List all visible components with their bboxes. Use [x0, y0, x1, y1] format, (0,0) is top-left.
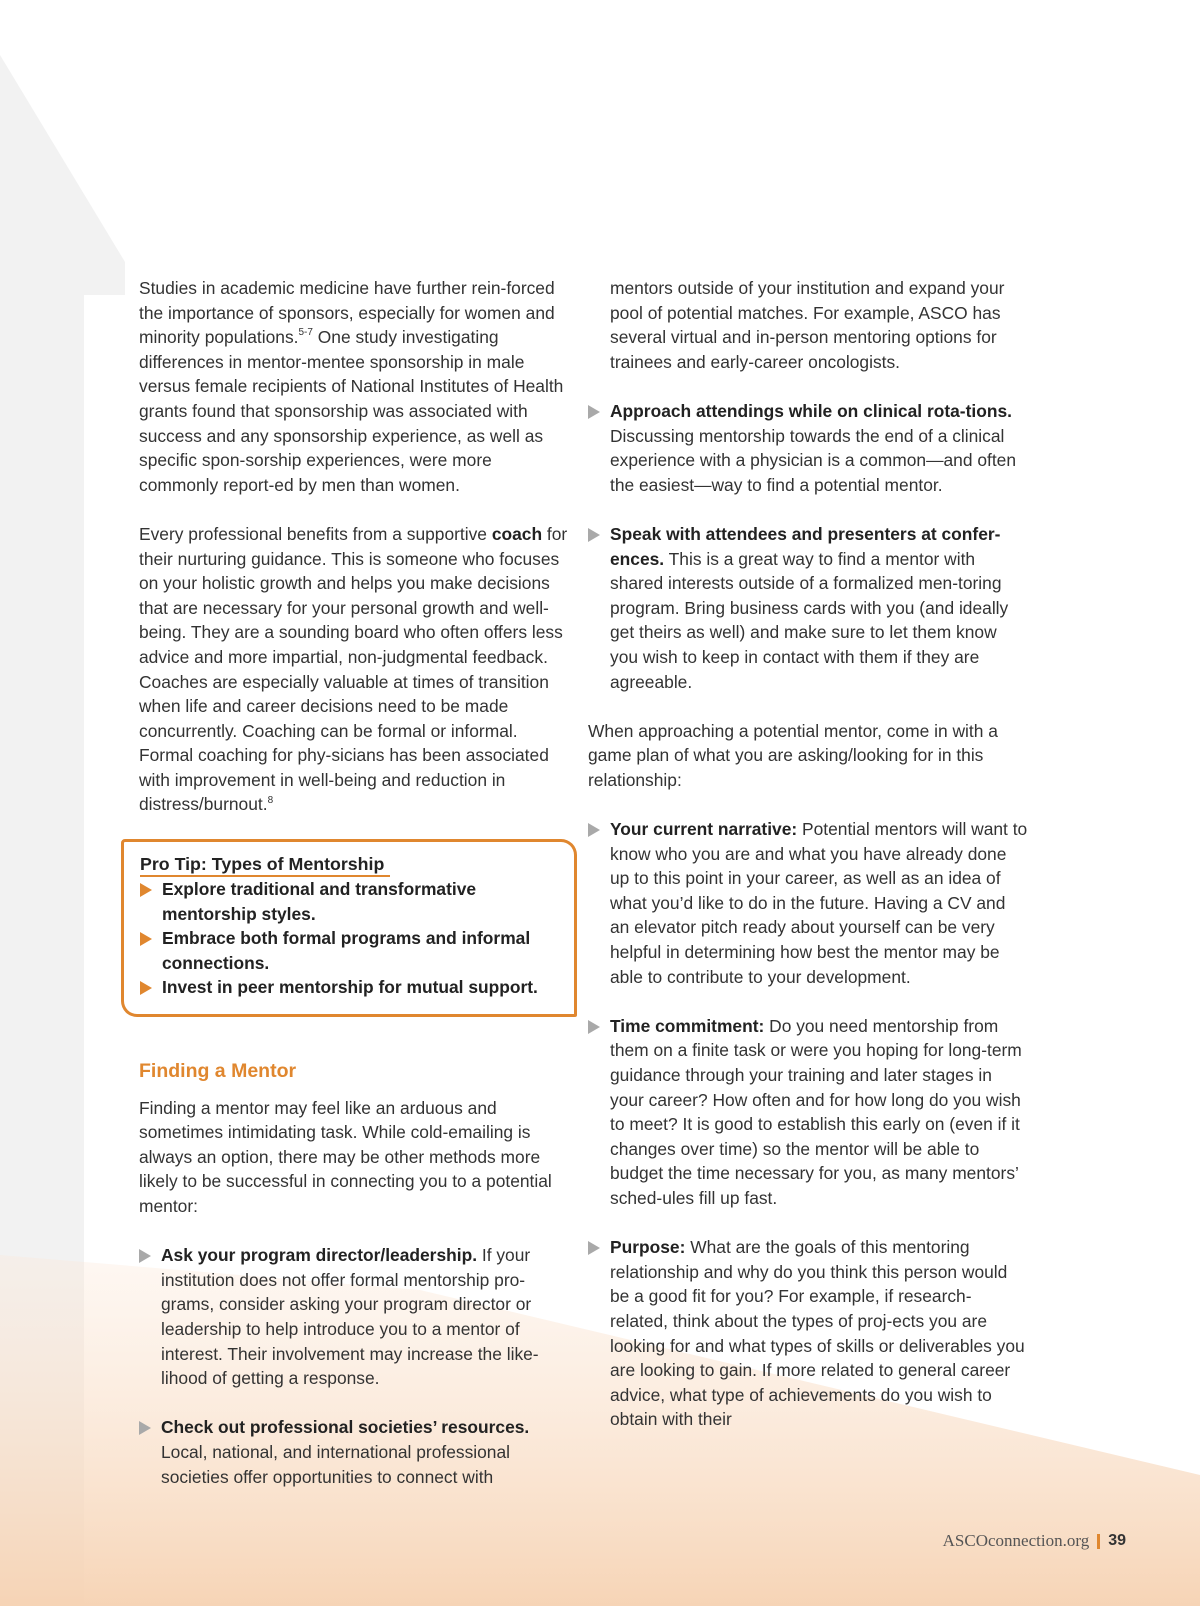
page-footer	[943, 1531, 1126, 1551]
list-item: Your current narrative: Potential mentors will want to know who you are and what you have already done up to this point in your career, as well as an idea of what you’d like to do in the future. Having a CV and an elevator pitch ready about yourself can be very helpful in determining how best the mentor may be able to contribute to your development.	[588, 817, 1028, 989]
paragraph-approaching: When approaching a potential mentor, come in with a game plan of what you are asking/looking for in this relationship:	[588, 720, 998, 790]
pro-tip-item: Embrace both formal programs and informal connections.	[140, 926, 568, 975]
list-item: Speak with attendees and presenters at confer-ences. This is a great way to find a mentor with shared interests outside of a formalized men-toring program. Bring business cards with you (and ideally get theirs as well) and make sure to let them know you wish to keep in contact with them if they are agreeable.	[588, 522, 1028, 694]
footer-separator	[1097, 1534, 1100, 1549]
triangle-bullet-icon	[588, 1241, 600, 1255]
triangle-bullet-icon	[139, 1249, 151, 1263]
paragraph-finding: Finding a mentor may feel like an arduous and sometimes intimidating task. While cold-emailing is always an option, there may be other methods more likely to be successful in connecting you to a potential mentor:	[139, 1097, 552, 1216]
left-column	[139, 276, 569, 1489]
triangle-bullet-icon	[140, 981, 152, 995]
triangle-bullet-icon	[588, 823, 600, 837]
list-item: Purpose: What are the goals of this mentoring relationship and why do you think this person would be a good fit for you? For example, if research-related, think about the types of proj-ects you are looking for and what types of skills or deliverables you are looking to gain. If more related to general career advice, what type of achievements do you wish to obtain with their	[588, 1235, 1028, 1432]
paragraph-continuation: mentors outside of your institution and expand your pool of potential matches. For example, ASCO has several virtual and in-person mentoring options for trainees and early-career oncologists.	[610, 278, 1005, 372]
list-item: Ask your program director/leadership. If your institution does not offer formal mentorship pro-grams, consider asking your program director or leadership to help introduce you to a mentor of interest. Their involvement may increase the like-lihood of getting a response.	[139, 1243, 569, 1391]
triangle-bullet-icon	[588, 528, 600, 542]
pro-tip-box	[121, 839, 577, 1017]
paragraph-coach: Every professional benefits from a supportive coach for their nurturing guidance. This is someone who focuses on your holistic growth and helps you make decisions that are necessary for your personal growth and well-being. They are a sounding board who often offers less advice and more impartial, non-judgmental feedback. Coaches are especially valuable at times of transition when life and career decisions need to be made concurrently. Coaching can be formal or informal. Formal coaching for phy-sicians has been associated with improvement in well-being and reduction in distress/burnout.$^8$	[139, 523, 568, 815]
triangle-bullet-icon	[588, 405, 600, 419]
pro-tip-title: Pro Tip: Types of Mentorship	[140, 853, 390, 877]
pro-tip-item: Invest in peer mentorship for mutual support.	[140, 975, 568, 1000]
triangle-bullet-icon	[140, 883, 152, 897]
pro-tip-item: Explore traditional and transformative mentorship styles.	[140, 877, 568, 926]
paragraph-sponsors: Studies in academic medicine have further rein-forced the importance of sponsors, especially for women and minority populations.$^{5-7}$ One study investigating differences in mentor-mentee sponsorship in male versus female recipients of National Institutes of Health grants found that sponsorship was associated with success and any sponsorship experience, as well as specific spon-sorship experiences, were more commonly report-ed by men than women.	[139, 278, 564, 495]
page-number: 39	[1108, 1532, 1126, 1549]
right-column	[588, 276, 1028, 1432]
triangle-bullet-icon	[139, 1421, 151, 1435]
triangle-bullet-icon	[140, 932, 152, 946]
list-item: Time commitment: Do you need mentorship from them on a finite task or were you hoping for long-term guidance through your training and later stages in your career? How often and for how long do you wish to meet? It is good to establish this early on (even if it changes over time) so the mentor will be able to budget the time necessary for you, as many mentors’ sched-ules fill up fast.	[588, 1014, 1028, 1211]
list-item: Approach attendings while on clinical rota-tions. Discussing mentorship towards the end of a clinical experience with a physician is a common—and often the easiest—way to find a potential mentor.	[588, 399, 1028, 497]
list-item: Check out professional societies’ resources. Local, national, and international professional societies offer opportunities to connect with	[139, 1415, 569, 1489]
triangle-bullet-icon	[588, 1020, 600, 1034]
section-heading-finding-mentor: Finding a Mentor	[139, 1060, 297, 1083]
footer-site-link[interactable]: ASCOconnection.org	[942, 1531, 1090, 1550]
